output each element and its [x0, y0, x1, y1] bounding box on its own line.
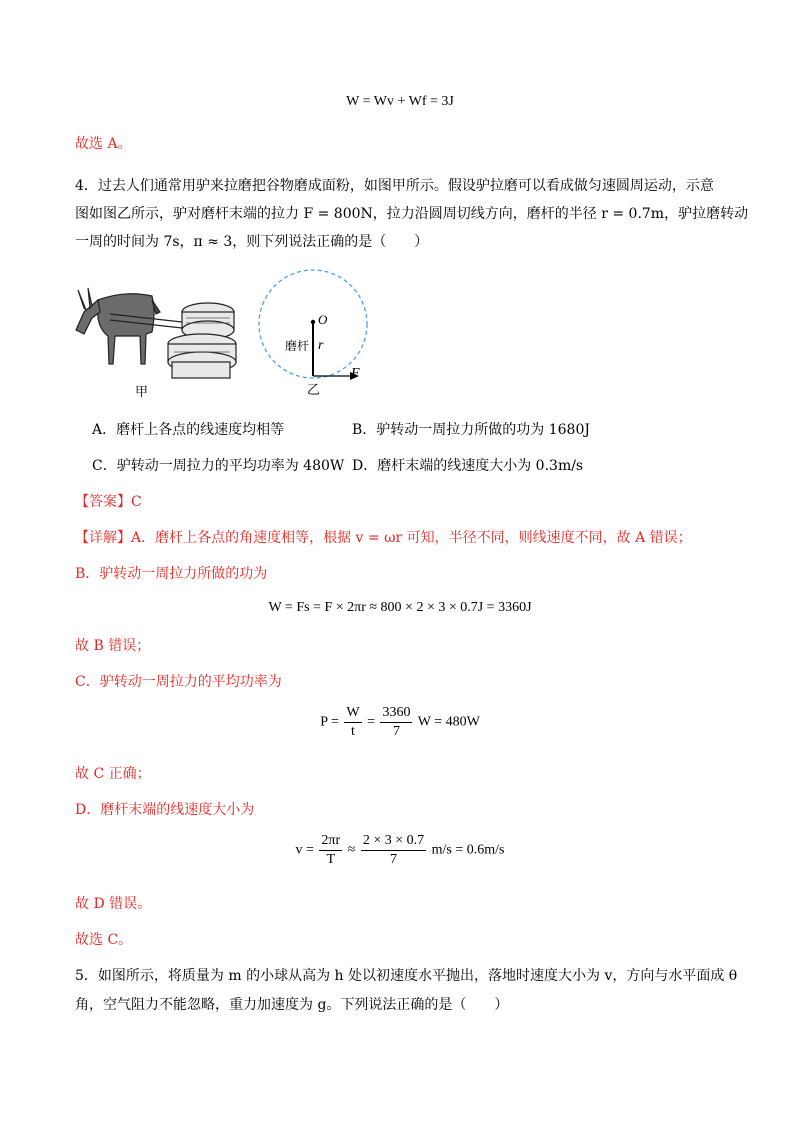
detail-a-line: 【详解】A．磨杆上各点的角速度相等，根据 v = ωr 可知，半径不同，则线速度不同，故 A 错误； [75, 530, 692, 546]
q4-stem-line3: 一周的时间为 7s，π ≈ 3，则下列说法正确的是（ ） [75, 234, 429, 250]
label-o: O [318, 312, 328, 327]
equation-c: P = $\frac{W}{t}$ = $\frac{3360}{7}$ W = 480W [320, 705, 480, 739]
option-b: B．驴转动一周拉力所做的功为 1680J [352, 422, 590, 438]
label-r: r [318, 338, 324, 353]
detail-c-tail: 故 C 正确； [75, 766, 151, 782]
option-a: A．磨杆上各点的线速度均相等 [92, 422, 285, 438]
figure-jia-donkey-mill [70, 282, 240, 402]
q4-stem-line2: 图如图乙所示，驴对磨杆末端的拉力 F = 800N，拉力沿圆周切线方向，磨杆的半径 r = 0.7m，驴拉磨转动 [75, 206, 749, 222]
select-a-text: 故选 A。 [75, 136, 132, 152]
q5-stem-line2: 角，空气阻力不能忽略，重力加速度为 g。下列说法正确的是（ ） [75, 997, 509, 1013]
label-rod: 磨杆 [285, 339, 310, 353]
q4-stem-line1: 4．过去人们通常用驴来拉磨把谷物磨成面粉，如图甲所示。假设驴拉磨可以看成做匀速圆周运动，示意 [75, 178, 714, 194]
figure-yi-label: 乙 [307, 383, 321, 398]
top-equation: W = Wv + Wf = 3J [346, 94, 454, 109]
detail-d-head: D．磨杆末端的线速度大小为 [75, 802, 255, 818]
detail-c-head: C．驴转动一周拉力的平均功率为 [75, 674, 282, 690]
detail-b-head: B．驴转动一周拉力所做的功为 [75, 566, 268, 582]
option-d: D．磨杆末端的线速度大小为 0.3m/s [352, 458, 584, 474]
option-c: C．驴转动一周拉力的平均功率为 480W [92, 458, 345, 474]
detail-b-tail: 故 B 错误； [75, 638, 151, 654]
q5-stem-line1: 5．如图所示，将质量为 m 的小球从高为 h 处以初速度水平抛出，落地时速度大小为 v，方向与水平面成 θ [75, 968, 738, 984]
answer-text: 【答案】C [75, 494, 142, 510]
detail-d-tail: 故 D 错误。 [75, 896, 152, 912]
label-f: F [351, 366, 360, 381]
figure-yi-diagram [255, 266, 385, 394]
figure-jia-label: 甲 [135, 385, 149, 400]
select-c-text: 故选 C。 [75, 932, 133, 948]
equation-b: W = Fs = F × 2πr ≈ 800 × 2 × 3 × 0.7J = 3360J [268, 600, 532, 615]
equation-d: v = $\frac{2\pi r}{T}$ ≈ $\frac{2 \times 3 \times 0.7}{7}$ m/s = 0.6m/s [295, 833, 505, 867]
